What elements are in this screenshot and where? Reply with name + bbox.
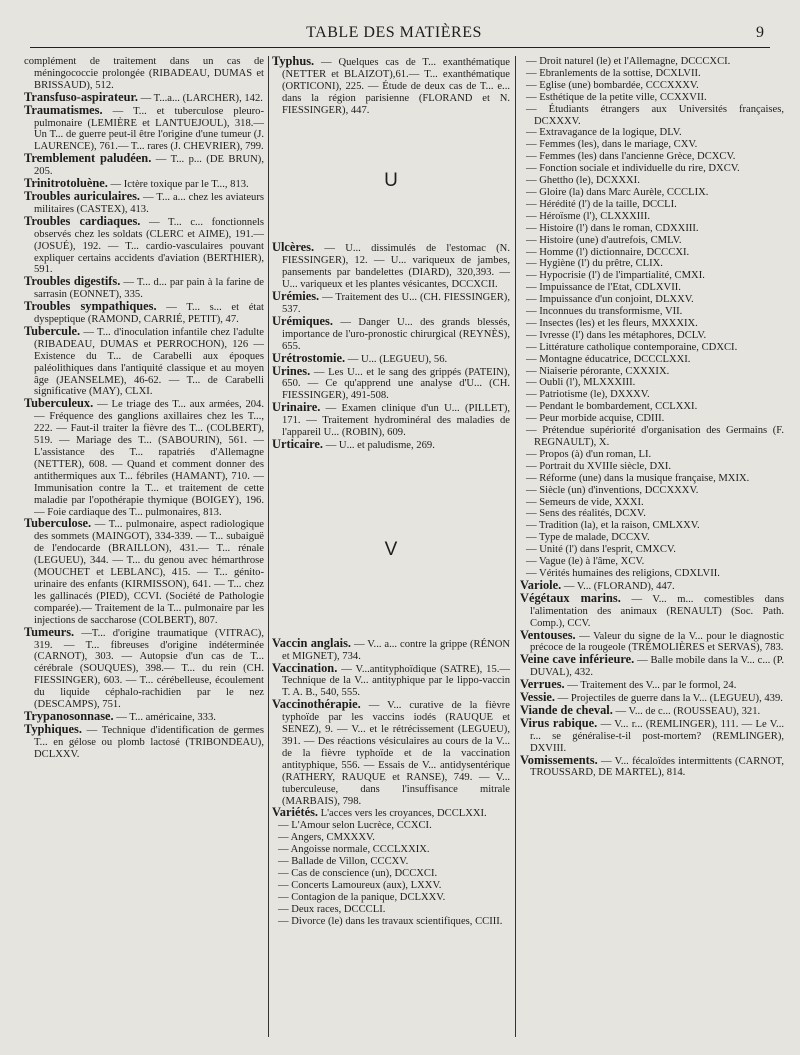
entry-heading: Troubles digestifs. bbox=[24, 274, 121, 289]
index-subentry: — Contagion de la panique, DCLXXV. bbox=[278, 891, 446, 903]
entry-text: — Traitement des V... par le formol, 24. bbox=[567, 680, 737, 692]
index-subentry: — Inconnues du transformisme, VII. bbox=[526, 306, 683, 318]
entry-text: — T... p... (DE BRUN), 205. bbox=[34, 154, 264, 178]
index-entry bbox=[24, 276, 264, 301]
entry-heading: Vaccinothérapie. bbox=[272, 697, 361, 712]
entry-heading: Traumatismes. bbox=[24, 102, 103, 117]
entry-text: — V... de c... (ROUSSEAU), 321. bbox=[615, 705, 761, 717]
index-subentry: — Ghettho (le), DCXXXI. bbox=[526, 175, 640, 187]
index-subentry: — Gloire (la) dans Marc Aurèle, CCCLIX. bbox=[526, 186, 709, 198]
entry-heading: Vaccination. bbox=[272, 660, 338, 675]
entry-text: complément de traitement dans un cas de méningococcie prolongée (RIBADEAU, DUMAS et BRISSAUD), 512. bbox=[24, 56, 264, 91]
entry-text: — V... m... comestibles dans l'alimentation des animaux (RENAULT) (Soc. Path. Comp.), CCV. bbox=[530, 593, 784, 629]
entry-heading: Urinaire. bbox=[272, 400, 321, 415]
index-subentry: — Unité (l') dans l'esprit, CMXCV. bbox=[526, 544, 676, 556]
index-entry bbox=[272, 635, 510, 663]
index-subentry: — Fonction sociale et individuelle du rire, DXCV. bbox=[526, 163, 740, 175]
index-entry bbox=[272, 436, 510, 452]
section-letter: V bbox=[384, 538, 398, 560]
index-entry bbox=[24, 398, 264, 518]
entry-heading: Troubles cardiaques. bbox=[24, 213, 141, 228]
index-subentry: — Histoire (une) d'autrefois, CMLV. bbox=[526, 234, 682, 246]
entry-heading: Variole. bbox=[520, 577, 562, 592]
index-entry bbox=[24, 102, 264, 154]
index-subentry: — Insectes (les) et les fleurs, MXXXIX. bbox=[526, 317, 698, 329]
entry-heading: Vomissements. bbox=[520, 752, 598, 767]
entry-heading: Typhiques. bbox=[24, 721, 82, 736]
index-entry bbox=[24, 213, 264, 277]
entry-heading: Vaccin anglais. bbox=[272, 635, 351, 650]
index-subentry: — Étudiants étrangers aux Universités françaises, DCXXXV. bbox=[526, 103, 784, 127]
index-subentry: — Impuissance d'un conjoint, DLXXV. bbox=[526, 294, 694, 306]
index-subentry: — Hygiène (l') du prêtre, CLIX. bbox=[526, 258, 663, 270]
index-subentry: — Femmes (les), dans le mariage, CXV. bbox=[526, 139, 698, 151]
page-title: TABLE DES MATIÈRES bbox=[306, 24, 482, 41]
index-column-right bbox=[520, 56, 784, 779]
entry-text: — T... a... chez les aviateurs militaires (CASTEX), 413. bbox=[34, 191, 264, 215]
index-subentry: — Eglise (une) bombardée, CCCXXXV. bbox=[526, 79, 699, 91]
index-subentry: — Droit naturel (le) et l'Allemagne, DCCCXCI. bbox=[526, 56, 731, 67]
index-entry bbox=[272, 242, 510, 291]
index-entry bbox=[520, 715, 785, 755]
index-subentry: — Patriotisme (le), DXXXV. bbox=[526, 389, 650, 401]
index-entry bbox=[272, 363, 510, 403]
index-subentry: — Semeurs de vide, XXXI. bbox=[526, 496, 644, 508]
entry-heading: Tubercule. bbox=[24, 323, 81, 338]
entry-heading: Verrues. bbox=[520, 677, 565, 692]
entry-text: — T... américaine, 333. bbox=[116, 711, 216, 723]
index-subentry: — Peur morbide acquise, CDIII. bbox=[526, 413, 665, 425]
entry-text: — U... et paludisme, 269. bbox=[325, 439, 435, 451]
index-subentry: — Sens des réalités, DCXV. bbox=[526, 508, 646, 520]
entry-text: — Balle mobile dans la V... c... (P. DUVAL), 432. bbox=[530, 655, 784, 679]
entry-heading: Ulcères. bbox=[272, 240, 315, 255]
index-subentry: — Extravagance de la logique, DLV. bbox=[526, 127, 682, 139]
index-entry bbox=[24, 56, 264, 92]
index-subentry: — Prétendue supériorité d'organisation des Germains (F. REGNAULT), X. bbox=[526, 425, 784, 448]
section-letter: U bbox=[384, 169, 398, 191]
entry-heading: Veine cave inférieure. bbox=[520, 652, 635, 667]
entry-heading: Vessie. bbox=[520, 690, 555, 705]
entry-heading: Tremblement paludéen. bbox=[24, 151, 152, 166]
entry-text: — Le triage des T... aux armées, 204. — Fréquence des ganglions axillaires chez les T..., 222. — Faut-il traiter la fièvre des T... (COLBERT), 519. — Mariage des T... (SABOURIN), 561. — L'assistance des T... rapatriés d'Allemagne (NETTER), 608. — Quand et comment donner des antithermiques aux T... fébriles (HAMANT), 710. — Immunisation contre la T... et traitement de cette maladie par l'opothérapie thymique (BOIGEY), 196. — Foie cardiaque des T... pulmonaires, 813. bbox=[34, 399, 264, 518]
index-subentry: — Ivresse (l') dans les métaphores, DCLV. bbox=[526, 329, 707, 341]
index-entry bbox=[272, 56, 510, 117]
entry-text: — V... (FLORAND), 447. bbox=[563, 580, 675, 592]
page-number: 9 bbox=[756, 24, 764, 41]
entry-text: — T...a... (LARCHER), 142. bbox=[140, 92, 263, 104]
entry-text: — V... curative de la fièvre typhoïde par les vaccins iodés (RAUQUE et SENEZ), 9. — V... et le rétrécissement (LEGUEU), 391. — Des réactions vésiculaires au cours de la V... de la fièvre typhoïde et de la vaccination antityphique, 556. — Essais de V... antidysentérique (RATHERY, RAUQUE et RANSE), 749. — V... tuberculeuse, dans l'insuffisance mitrale (MARBAIS), 798. bbox=[282, 700, 510, 807]
entry-heading: Troubles auriculaires. bbox=[24, 188, 140, 203]
index-entry bbox=[520, 752, 785, 780]
entry-text: L'acces vers les croyances, DCCLXXI. bbox=[320, 808, 487, 820]
entry-heading: Ventouses. bbox=[520, 627, 576, 642]
index-entry bbox=[24, 301, 264, 326]
entry-heading: Troubles sympathiques. bbox=[24, 299, 157, 314]
entry-heading: Tumeurs. bbox=[24, 624, 75, 639]
column-divider bbox=[268, 56, 269, 1037]
index-subentry: — Angoisse normale, CCCLXXIX. bbox=[278, 844, 430, 856]
entry-text: — U... (LEGUEU), 56. bbox=[347, 353, 448, 365]
index-subentry: — Histoire (l') dans le roman, CDXXIII. bbox=[526, 222, 699, 234]
index-entry bbox=[520, 679, 784, 692]
entry-text: — U... dissimulés de l'estomac (N. FIESSINGER), 12. — U... variqueux de jambes, pansements par bandelettes (DIARD), 320,393. — U... variqueux et les plantes vésicantes, DCCXCII. bbox=[282, 243, 510, 291]
index-subentry: — Concerts Lamoureux (aux), LXXV. bbox=[278, 879, 442, 891]
index-entry bbox=[520, 590, 784, 630]
index-subentry: — Pendant le bombardement, CCLXXI. bbox=[526, 401, 698, 413]
index-entry bbox=[24, 188, 264, 216]
index-entry bbox=[24, 624, 264, 711]
entry-heading: Viande de cheval. bbox=[520, 702, 613, 717]
index-subentry: — Esthétique de la petite ville, CCXXVII. bbox=[526, 91, 707, 103]
index-subentry: — Femmes (les) dans l'ancienne Grèce, DCXCV. bbox=[526, 151, 736, 163]
entry-heading: Urines. bbox=[272, 363, 311, 378]
entry-heading: Urémiques. bbox=[272, 313, 333, 328]
index-subentry: — Tradition (la), et la raison, CMLXXV. bbox=[526, 520, 700, 532]
entry-text: — V... a... contre la grippe (RÉNON et MIGNET), 734. bbox=[282, 638, 510, 662]
entry-text: — Technique d'identification de germes T... en gélose ou plomb lactosé (TRIBONDEAU), DCLXXV. bbox=[34, 724, 264, 760]
index-entry bbox=[272, 699, 510, 807]
index-subentry: — Ballade de Villon, CCCXV. bbox=[278, 856, 409, 868]
entry-text: — V... r... (REMLINGER), 111. — Le V... r... se généralise-t-il post-mortem? (REMLINGER), DXVIII. bbox=[530, 718, 785, 754]
entry-text: — T... et tuberculose pleuro-pulmonaire (LEMIÈRE et LANTUEJOUL), 318.— Un T... de guerre peut-il être l'origine d'une tumeur (J. LAURENCE), 761.— T... rares (J. CHEVRIER), 799. bbox=[34, 105, 264, 153]
entry-heading: Tuberculose. bbox=[24, 516, 92, 531]
entry-text: — Ictère toxique par le T..., 813. bbox=[110, 179, 249, 191]
index-entry bbox=[520, 627, 784, 655]
entry-text: — Danger U... des grands blessés, importance de l'uro-pronostic chirurgical (REYNÈS), 655. bbox=[282, 316, 510, 352]
entry-text: — T... d... par pain à la farine de sarrasin (EONNET), 335. bbox=[34, 277, 264, 301]
entry-text: — Traitement des U... (CH. FIESSINGER), 537. bbox=[282, 292, 510, 315]
entry-text: — V... fécaloïdes intermittents (CARNOT, TROUSSARD, DE MARTEL), 814. bbox=[530, 755, 785, 779]
column-divider bbox=[515, 56, 516, 1037]
index-subentry: — Ebranlements de la sottise, DCXLVII. bbox=[526, 67, 701, 79]
index-subentry: — Cas de conscience (un), DCCXCI. bbox=[278, 867, 438, 879]
index-entry bbox=[520, 654, 784, 679]
index-entry bbox=[272, 807, 510, 820]
index-entry bbox=[24, 323, 264, 398]
entry-heading: Urétrostomie. bbox=[272, 350, 346, 365]
index-subentry: — Héroïsme (l'), CLXXXIII. bbox=[526, 210, 651, 222]
index-entry bbox=[24, 721, 264, 761]
index-column-left bbox=[24, 56, 264, 761]
index-subentry: — Réforme (une) dans la musique française, MXIX. bbox=[526, 472, 750, 484]
entry-text: — Projectiles de guerre dans la V... (LEGUEU), 439. bbox=[557, 693, 783, 705]
entry-text: — V...antityphoïdique (SATRE), 15.— Technique de la V... antityphique par le lippo-vaccin T. A. B., 540, 555. bbox=[282, 663, 510, 699]
entry-heading: Végétaux marins. bbox=[520, 590, 621, 605]
index-entry bbox=[272, 313, 510, 353]
header-rule bbox=[30, 47, 770, 48]
index-subentry: — Hérédité (l') de la taille, DCCLI. bbox=[526, 198, 677, 210]
index-subentry: — Hypocrisie (l') de l'impartialité, CMXI. bbox=[526, 270, 705, 282]
entry-heading: Trypanosonnase. bbox=[24, 708, 114, 723]
entry-heading: Virus rabique. bbox=[520, 715, 598, 730]
index-subentry: — Littérature catholique contemporaine, CDXCI. bbox=[526, 341, 738, 353]
index-entry bbox=[24, 518, 264, 626]
index-subentry: — Siècle (un) d'inventions, DCCXXXV. bbox=[526, 484, 699, 496]
index-column-middle bbox=[272, 56, 510, 928]
entry-text: —T... d'origine traumatique (VITRAC), 319. — T... fibreuses d'origine indéterminée (CARNOT), 303. — Autopsie d'un cas de T... cérébrale (SOUQUES), 398.— T... du rein (CH. FIESSINGER), 603. — T... cérébelleuse, écoulement du liquide céphalo-rachidien par le nez (DESCAMPS), 751. bbox=[34, 627, 264, 711]
entry-heading: Typhus. bbox=[272, 54, 315, 68]
page-header bbox=[24, 20, 764, 46]
index-entry bbox=[272, 291, 510, 316]
entry-text: — Examen clinique d'un U... (PILLET), 171. — Traitement hydrominéral des maladies de l'appareil U... (ROBIN), 609. bbox=[282, 403, 510, 439]
index-subentry: — L'Amour selon Lucrèce, CCXCI. bbox=[278, 820, 432, 832]
index-subentry: — Type de malade, DCCXV. bbox=[526, 532, 650, 544]
index-subentry: — Oubli (l'), MLXXXIII. bbox=[526, 377, 636, 389]
index-subentry: — Vague (le) à l'âme, XCV. bbox=[526, 556, 645, 568]
entry-heading: Urémies. bbox=[272, 289, 320, 304]
entry-heading: Trinitrotoluène. bbox=[24, 176, 108, 191]
index-subentry: — Vérités humaines des religions, CDXLVII. bbox=[526, 567, 720, 579]
index-subentry: — Homme (l') dictionnaire, DCCCXI. bbox=[526, 246, 690, 258]
entry-text: — T... d'inoculation infantile chez l'adulte (RIBADEAU, DUMAS et PERROCHON), 126 — Existence du T... de Carabelli aux époques paléolithiques dans l'antiquité classique et au moyen âge (JEANSELME), 46-62. — T... de Carabelli significative (MAY), CLXI. bbox=[34, 326, 264, 398]
entry-text: — Quelques cas de T... exanthématique (NETTER et BLAIZOT),61.— T... exanthématique (ORTICONI), 225. — Étude de deux cas de T... e... dans la région parisienne (FLORAND et N. FIESSINGER), 447. bbox=[282, 57, 510, 116]
index-subentry: — Montagne éducatrice, DCCCLXXI. bbox=[526, 353, 691, 365]
entry-text: — Valeur du signe de la V... pour le diagnostic précoce de la rougeole (TRÉMOLIÈRES et SERVAS), 783. bbox=[530, 630, 784, 654]
entry-text: — T... c... fonctionnels observés chez les soldats (CLERC et AIME), 191.— (JOSUÉ), 192. — T... cardio-vasculaires pouvant expliquer certains accidents d'aviation (BERTHIER), 591. bbox=[34, 216, 264, 276]
index-entry bbox=[272, 402, 510, 439]
index-subentry: — Angers, CMXXXV. bbox=[278, 832, 375, 844]
index-entry bbox=[272, 660, 510, 700]
entry-heading: Tuberculeux. bbox=[24, 396, 94, 411]
entry-heading: Transfuso-aspirateur. bbox=[24, 89, 138, 104]
index-subentry: — Impuissance de l'Etat, CDLXVII. bbox=[526, 282, 681, 294]
entry-heading: Urticaire. bbox=[272, 436, 324, 451]
index-subentry: — Divorce (le) dans les travaux scientifiques, CCIII. bbox=[278, 915, 503, 927]
index-subentry: — Deux races, DCCCLI. bbox=[278, 903, 386, 915]
entry-text: — T... s... et état dyspeptique (RAMOND, CARRIÉ, PETIT), 47. bbox=[34, 302, 264, 326]
index-subentry: — Niaiserie pérorante, CXXXIX. bbox=[526, 365, 670, 377]
index-entry bbox=[24, 153, 264, 178]
entry-heading: Variétés. bbox=[272, 805, 318, 820]
entry-text: — T... pulmonaire, aspect radiologique des sommets (MAINGOT), 334-339. — T... subaiguë de l'endocarde (BRAILLON), 431.— T... rénale (LEGUEU), 344. — T... du genou avec hémarthrose (MOUCHET et LEBLANC), 415. — T... génito-urinaire des enfants (KIRMISSON), 641. — T... chez les gallinacés (PIED), CCVI. (Société de Pathologie comparée).— Traitement de la T... pulmonaire par les injections de saccharose (COLBERT), 807. bbox=[34, 519, 264, 626]
entry-text: — Les U... et le sang des grippés (PATEIN), 650. — Ce qu'apprend une analyse d'U... (CH. FIESSINGER), 491-508. bbox=[282, 366, 510, 402]
index-subentry: — Propos (à) d'un roman, LI. bbox=[526, 448, 652, 460]
index-subentry: — Portrait du XVIIIe siècle, DXI. bbox=[526, 460, 672, 472]
